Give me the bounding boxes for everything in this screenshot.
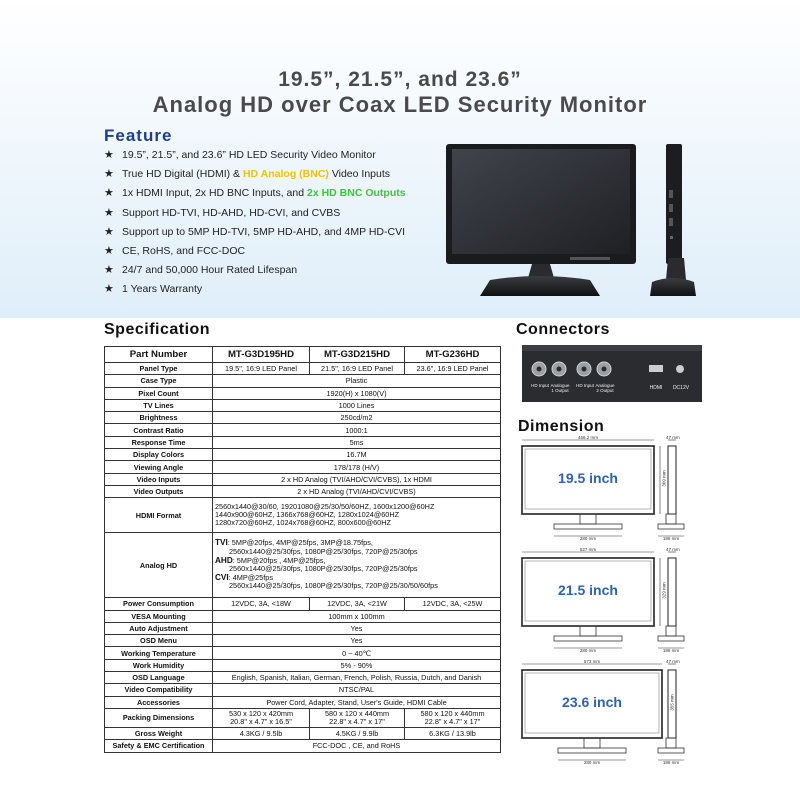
spec-label: Working Temperature <box>105 647 213 659</box>
star-bullet-icon: ★ <box>104 206 114 219</box>
feature-text: True HD Digital (HDMI) & <box>122 168 243 181</box>
dimension-drawing <box>516 548 696 656</box>
table-row <box>105 635 501 647</box>
connectors-image <box>522 345 702 402</box>
depth-dim-label: 47 mm <box>666 659 680 664</box>
connector-label-hdmi: HDMI <box>649 385 663 391</box>
monitor-front-image <box>440 140 640 300</box>
spec-value <box>310 708 405 727</box>
feature-item <box>104 261 406 280</box>
analog-hd-text: : 4MP@25fps <box>228 572 273 582</box>
connector-label-dc12v: DC12V <box>672 385 690 391</box>
spec-value: 21.5", 16:9 LED Panel <box>310 363 405 375</box>
table-row <box>105 461 501 473</box>
spec-value: NTSC/PAL <box>213 684 501 696</box>
feature-text: 24/7 and 50,000 Hour Rated Lifespan <box>122 264 298 277</box>
spec-label: Response Time <box>105 436 213 448</box>
header-cell: Part Number <box>105 347 213 363</box>
feature-text: Support up to 5MP HD-TVI, 5MP HD-AHD, and 4MP HD-CVI <box>122 225 406 238</box>
table-row <box>105 449 501 461</box>
height-dim-label: 329 mm <box>661 582 667 599</box>
packing-imperial: 20.8" x 4.7" x 16.5" <box>230 716 292 726</box>
connector-label-hd-input-2: HD Input <box>576 383 594 388</box>
stand-dim-label: 186 mm <box>662 760 680 765</box>
table-row <box>105 684 501 696</box>
star-bullet-icon: ★ <box>104 187 114 200</box>
feature-text: Support HD-TVI, HD-AHD, HD-CVI, and CVBS <box>122 206 341 219</box>
feature-item <box>104 165 406 184</box>
spec-value: 4.5KG / 9.9lb <box>310 727 405 739</box>
analog-hd-line: 2560x1440@25/30fps, 1080P@25/30fps, 720P@25/30fps <box>229 547 418 557</box>
depth-dim-label: 47 mm <box>666 547 680 552</box>
spec-value: 0 ~ 40℃ <box>213 647 501 659</box>
spec-label: Video Inputs <box>105 473 213 485</box>
spec-value: Yes <box>213 622 501 634</box>
stand-dim-label: 186 mm <box>662 648 680 653</box>
base-dim-label: 280 mm <box>579 648 597 653</box>
table-row <box>105 533 501 598</box>
dimension-line-art <box>516 548 696 656</box>
table-row <box>105 399 501 411</box>
spec-value: 1000:1 <box>213 424 501 436</box>
connector-panel-graphic <box>522 345 702 402</box>
spec-label: OSD Language <box>105 672 213 684</box>
table-row <box>105 424 501 436</box>
spec-label: Analog HD <box>105 533 213 598</box>
feature-highlight: HD Analog (BNC) <box>242 168 329 181</box>
width-dim-label: 466.2 mm <box>577 435 598 440</box>
star-bullet-icon: ★ <box>104 168 114 181</box>
table-row <box>105 740 501 752</box>
spec-value: 12VDC, 3A, <25W <box>405 598 501 610</box>
base-dim-label: 280 mm <box>579 536 597 541</box>
table-row <box>105 647 501 659</box>
width-dim-label: 573 mm <box>583 659 601 664</box>
spec-value: Plastic <box>213 375 501 387</box>
dimension-heading: Dimension <box>518 418 605 435</box>
dimension-line-art <box>516 660 696 768</box>
spec-value: 4.3KG / 9.5lb <box>213 727 310 739</box>
analog-hd-text: : 5MP@20fps, 4MP@25fps, 3MP@18.75fps, <box>227 538 373 548</box>
spec-value: 1000 Lines <box>213 399 501 411</box>
spec-value: 12VDC, 3A, <18W <box>213 598 310 610</box>
feature-item <box>104 223 406 242</box>
feature-highlight: 2x HD BNC Outputs <box>307 187 406 200</box>
analog-hd-key: AHD <box>215 555 233 565</box>
spec-value: 178/178 (H/V) <box>213 461 501 473</box>
table-row <box>105 598 501 610</box>
star-bullet-icon: ★ <box>104 225 114 238</box>
spec-value: 6.3KG / 13.9lb <box>405 727 501 739</box>
star-bullet-icon: ★ <box>104 283 114 296</box>
packing-metric: 580 x 120 x 440mm <box>324 708 390 718</box>
spec-value: 19.5", 16:9 LED Panel <box>213 363 310 375</box>
spec-label: Power Consumption <box>105 598 213 610</box>
table-row <box>105 708 501 727</box>
feature-text: 19.5”, 21.5”, and 23.6” HD LED Security Video Monitor <box>122 149 376 161</box>
hdmi-format-value <box>213 498 501 533</box>
dimension-drawing <box>516 660 696 768</box>
spec-value: 1920(H) x 1080(V) <box>213 387 501 399</box>
packing-metric: 580 x 120 x 440mm <box>420 708 485 718</box>
hdmi-format-line: 2560x1440@30/60, 19201080@25/30/50/60HZ, 1600x1200@60HZ <box>215 501 435 511</box>
feature-list <box>104 146 406 300</box>
spec-value: Yes <box>213 635 501 647</box>
star-bullet-icon: ★ <box>104 149 114 161</box>
feature-text: 1 Years Warranty <box>122 283 203 296</box>
table-row <box>105 387 501 399</box>
table-row <box>105 622 501 634</box>
analog-hd-key: TVI <box>215 538 228 548</box>
spec-value <box>405 708 501 727</box>
stand-dim-label: 186 mm <box>662 536 680 541</box>
spec-value: FCC-DOC , CE, and RoHS <box>213 740 501 752</box>
hdmi-format-line: 1440x900@60HZ, 1366x768@60HZ, 1280x1024@60HZ <box>215 510 400 520</box>
packing-imperial: 22.8" x 4.7" x 17" <box>329 716 385 726</box>
height-dim-label: 309 mm <box>661 470 667 487</box>
spec-label: Safety & EMC Certification <box>105 740 213 752</box>
spec-value: 16.7M <box>213 449 501 461</box>
feature-text: Video Inputs <box>328 168 391 181</box>
table-row <box>105 659 501 671</box>
table-row <box>105 436 501 448</box>
table-row <box>105 727 501 739</box>
table-row <box>105 672 501 684</box>
spec-label: Display Colors <box>105 449 213 461</box>
feature-heading: Feature <box>104 126 173 145</box>
analog-hd-line: 2560x1440@25/30fps, 1080P@25/30fps, 720P@25/30/50/60fps <box>229 581 438 591</box>
table-row <box>105 696 501 708</box>
star-bullet-icon: ★ <box>104 244 114 257</box>
table-row <box>105 498 501 533</box>
connector-label-analogue1-output: Analogue 1 Output <box>550 383 570 393</box>
header-cell: MT-G236HD <box>405 347 501 363</box>
monitor-size-label: 19.5 inch <box>558 470 618 486</box>
monitor-size-label: 23.6 inch <box>562 694 622 710</box>
header-cell: MT-G3D215HD <box>310 347 405 363</box>
connectors-heading: Connectors <box>516 321 610 338</box>
spec-label: Accessories <box>105 696 213 708</box>
spec-label: OSD Menu <box>105 635 213 647</box>
feature-text: CE, RoHS, and FCC-DOC <box>122 244 246 257</box>
packing-metric: 530 x 120 x 420mm <box>228 708 294 718</box>
feature-item <box>104 204 406 223</box>
table-row <box>105 375 501 387</box>
hdmi-format-line: 1280x720@60HZ, 1024x768@60HZ, 800x600@60HZ <box>215 518 391 528</box>
table-row <box>105 363 501 375</box>
table-row <box>105 485 501 497</box>
spec-value: 5ms <box>213 436 501 448</box>
star-bullet-icon: ★ <box>104 264 114 277</box>
spec-label: VESA Mounting <box>105 610 213 622</box>
analog-hd-line: 2560x1440@25/30fps, 1080P@25/30fps, 720P@25/30fps <box>229 564 418 574</box>
spec-value: 12VDC, 3A, <21W <box>310 598 405 610</box>
table-row <box>105 610 501 622</box>
page-title-line1: 19.5”, 21.5”, and 23.6” <box>278 68 522 91</box>
spec-value: 2 x HD Analog (TVI/AHD/CVI/CVBS), 1x HDMI <box>213 473 501 485</box>
spec-value: Power Cord, Adapter, Stand, User's Guide, HDMI Cable <box>213 696 501 708</box>
analog-hd-text: : 5MP@20fps , 4MP@25fps, <box>232 555 326 565</box>
table-row <box>105 412 501 424</box>
spec-label: Auto Adjustment <box>105 622 213 634</box>
analog-hd-key: CVI <box>215 572 229 582</box>
depth-dim-label: 47 mm <box>666 435 680 440</box>
spec-label: Panel Type <box>105 363 213 375</box>
dimension-line-art <box>516 436 696 544</box>
feature-item <box>104 280 406 299</box>
page-title-line2: Analog HD over Coax LED Security Monitor <box>152 92 648 117</box>
table-row <box>105 473 501 485</box>
spec-label: Gross Weight <box>105 727 213 739</box>
specification-heading: Specification <box>104 321 211 338</box>
spec-value: 2 x HD Analog (TVI/AHD/CVI/CVBS) <box>213 485 501 497</box>
spec-label: Work Humidity <box>105 659 213 671</box>
feature-item <box>104 242 406 261</box>
spec-label: Video Compatibility <box>105 684 213 696</box>
feature-item <box>104 146 406 165</box>
spec-label: Pixel Count <box>105 387 213 399</box>
monitor-size-label: 21.5 inch <box>558 582 618 598</box>
packing-imperial: 22.8" x 4.7" x 17" <box>424 716 481 726</box>
header-cell: MT-G3D195HD <box>213 347 310 363</box>
connector-label-hd-input-1: HD Input <box>531 383 549 388</box>
spec-label: Brightness <box>105 412 213 424</box>
spec-label: Video Outputs <box>105 485 213 497</box>
dimension-drawing <box>516 436 696 544</box>
feature-text: 1x HDMI Input, 2x HD BNC Inputs, and <box>122 187 307 200</box>
spec-label: TV Lines <box>105 399 213 411</box>
specification-table <box>104 346 501 753</box>
spec-label: Packing Dimensions <box>105 708 213 727</box>
spec-label: Contrast Ratio <box>105 424 213 436</box>
width-dim-label: 527 mm <box>579 547 597 552</box>
feature-item <box>104 184 406 203</box>
base-dim-label: 280 mm <box>583 760 601 765</box>
connector-label-analogue2-output: Analogue 2 Output <box>595 383 615 393</box>
analog-hd-value <box>213 533 501 598</box>
spec-label: Viewing Angle <box>105 461 213 473</box>
spec-label: HDMI Format <box>105 498 213 533</box>
height-dim-label: 355 mm <box>669 694 675 711</box>
spec-value: 5% - 90% <box>213 659 501 671</box>
table-header-row <box>105 347 501 363</box>
spec-label: Case Type <box>105 375 213 387</box>
spec-value: English, Spanish, Italian, German, French, Polish, Russia, Dutch, and Danish <box>213 672 501 684</box>
spec-value: 250cd/m2 <box>213 412 501 424</box>
spec-value <box>213 708 310 727</box>
spec-value: 23.6", 16:9 LED Panel <box>405 363 501 375</box>
monitor-side-image <box>648 140 698 300</box>
spec-value: 100mm x 100mm <box>213 610 501 622</box>
